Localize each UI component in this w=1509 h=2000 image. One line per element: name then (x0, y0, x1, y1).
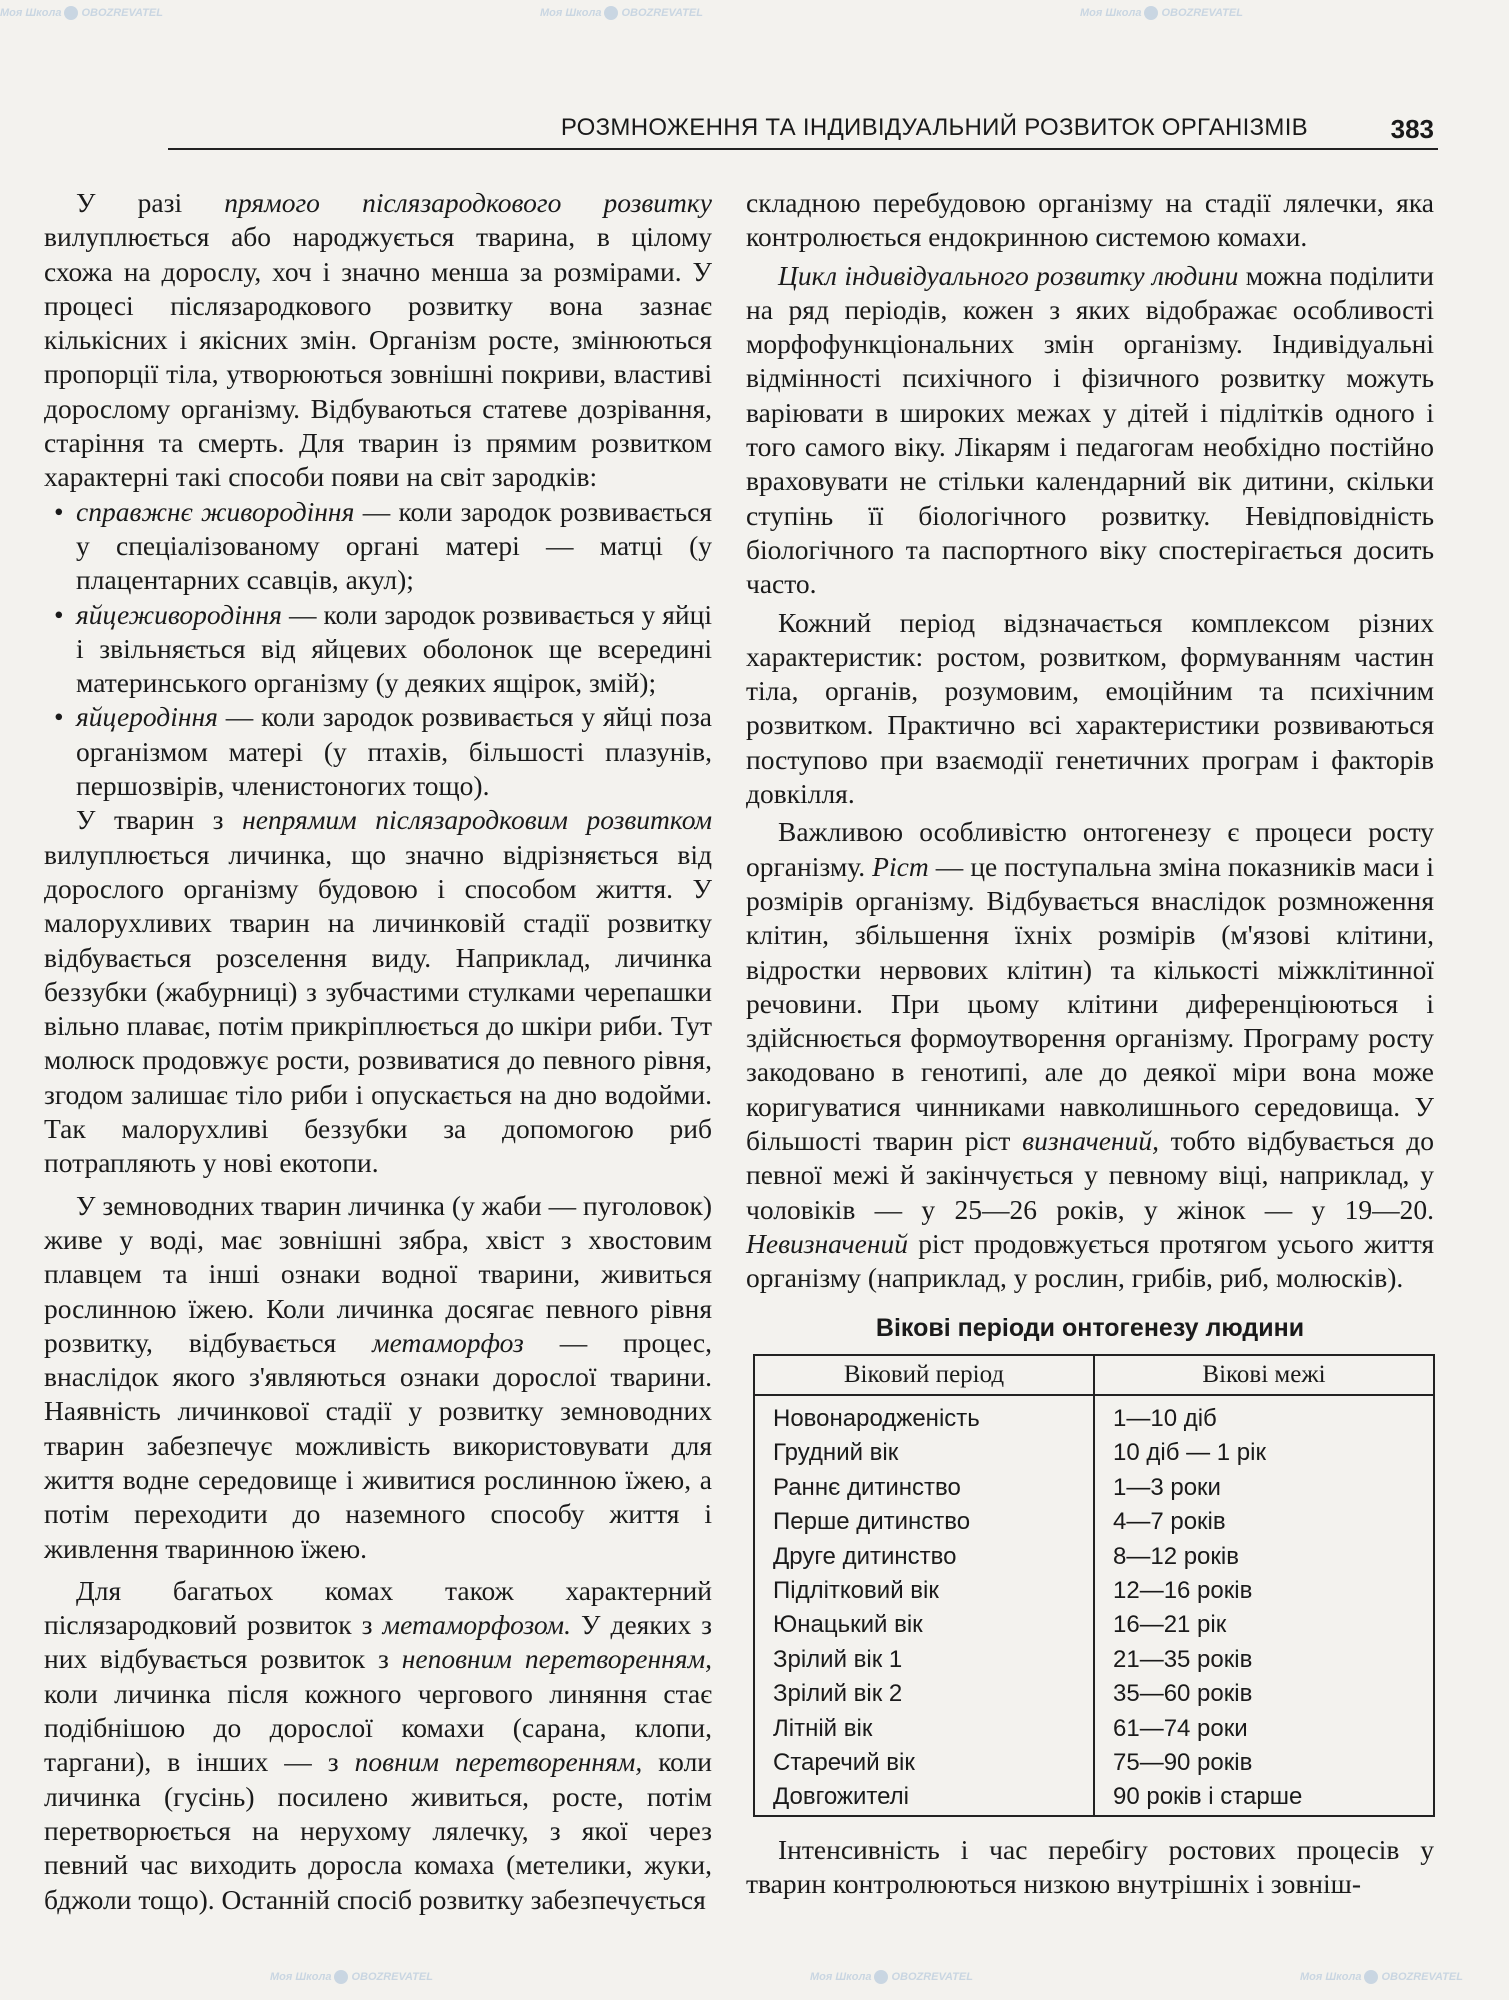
column-header: Віковий період (754, 1355, 1094, 1395)
watermark: Моя Школа OBOZREVATEL (1300, 1970, 1463, 1983)
paragraph-amphibians: У земноводних тварин личинка (у жаби — пуголовок) живе у воді, має зовнішні зябра, хвіст з хвостовим плавцем та інші ознаки водної тварини, живиться рослинною їжею. Коли личинка досягає певного рівня розвитку, відбувається метаморфоз — процес, внаслідок якого з'являються ознаки дорослої тварини. Наявність личинкової стадії у розвитку земноводних тварин забезпечує можливість використовувати для життя водне середовище і живитися рослинною їжею, а потім переходити до наземного способу життя і живлення тваринною їжею. (44, 1189, 712, 1564)
paragraph-direct-development: У разі прямого післязародкового розвитку вилуплюється або народжується тварина, в цілому схожа на дорослу, хоч і значно менша за розмірами. У процесі післязародкового розвитку вона зазнає кількісних і якісних змін. Організм росте, змінюються пропорції тіла, утворюються зовнішні покриви, властиві дорослому організму. Відбуваються статеве дозрівання, старіння та смерть. Для тварин із прямим розвитком характерні такі способи появи на світ зародків: (44, 187, 712, 493)
paragraph-growth-control: Інтенсивність і час перебігу ростових процесів у тварин контролюються низкою внутрішніх і зовніш- (746, 1833, 1434, 1900)
left-column (44, 186, 712, 1917)
list-item: • яйцеживородіння — коли зародок розвивається у яйці і звільняється від яйцевих оболонок ще всередині материнського організму (у деяких ящірок, змій); (44, 598, 712, 701)
birth-types-list (44, 495, 712, 804)
list-item: • справжнє живородіння — коли зародок розвивається у спеціалізованому органі матері — матці (у плацентарних ссавців, акул); (44, 495, 712, 598)
watermark: Моя Школа OBOZREVATEL (540, 6, 703, 19)
list-item: • яйцеродіння — коли зародок розвивається у яйці поза організмом матері (у птахів, більшості плазунів, першозвірів, членистоногих тощо). (44, 700, 712, 803)
paragraph-growth: Важливою особливістю онтогенезу є процеси росту організму. Ріст — це поступальна зміна показників маси і розмірів організму. Відбувається внаслідок розмноження клітин, збільшення їхніх розмірів (м'язові клітини, відростки нервових клітин) та кількості міжклітинної речовини. При цьому клітини диференціюються і здійснюється формоутворення організму. Програму росту закодовано в генотипі, але до деякої міри вона може коригуватися чинниками навколишнього середовища. У більшості тварин ріст визначений, тобто відбувається до певної межі й закінчується у певному віці, наприклад, у чоловіків — у 25—26 років, у жінок — у 19—20. Невизначений ріст продовжується протягом усього життя організму (наприклад, у рослин, грибів, риб, молюсків). (746, 816, 1435, 1294)
watermark: Моя Школа OBOZREVATEL (0, 6, 163, 19)
table-row: Літній вік 61—74 роки (754, 1712, 1434, 1746)
table-row: Зрілий вік 1 21—35 років (754, 1643, 1434, 1677)
table-row: Перше дитинство 4—7 років (754, 1505, 1434, 1539)
watermark-logo-icon (1144, 6, 1158, 20)
table-row: Друге дитинство 8—12 років (754, 1540, 1434, 1574)
table-row: Підлітковий вік 12—16 років (754, 1574, 1434, 1608)
watermark: Моя Школа OBOZREVATEL (810, 1970, 973, 1983)
paragraph-insects: Для багатьох комах також характерний післязародковий розвиток з метаморфозом. У деяких з них відбувається розвиток з неповним перетворенням, коли личинка після кожного чергового линяння стає подібнішою до дорослої комахи (сарана, клопи, таргани), в інших — з повним перетворенням, коли личинка (гусінь) посилено живиться, росте, потім перетворюється на нерухому лялечку, з якої через певний час виходить доросла комаха (метелики, жуки, бджоли тощо). Останній спосіб розвитку забезпечується (44, 1574, 713, 1915)
watermark-logo-icon (334, 1970, 348, 1984)
table-row: Старечий вік 75—90 років (754, 1746, 1434, 1780)
age-periods-table (753, 1354, 1435, 1817)
watermark-logo-icon (64, 6, 78, 20)
paragraph-continuation: складною перебудовою організму на стадії лялечки, яка контролюється ендокринною системою комахи. (746, 187, 1434, 253)
table-row: Довгожителі 90 років і старше (754, 1780, 1434, 1815)
paragraph-indirect-development: У тварин з непрямим післязародковим розвитком вилуплюється личинка, що значно відрізняється від дорослого організму будовою і способом життя. У малорухливих тварин на личинковій стадії розвитку відбувається розселення виду. Наприклад, личинка беззубки (жабурниці) з зубчастими стулками черепашки вільно плаває, потім прикріплюється до шкіри риби. Тут молюск продовжує рости, розвиватися до певного рівня, згодом залишає тіло риби і опускається на дно водойми. Так малорухливі беззубки за допомогою риб потрапляють у нові екотопи. (44, 804, 712, 1179)
right-column (746, 186, 1434, 1901)
watermark-logo-icon (1364, 1970, 1378, 1984)
running-header (168, 106, 1438, 150)
table-row: Раннє дитинство 1—3 роки (754, 1471, 1434, 1505)
table-row: Зрілий вік 2 35—60 років (754, 1677, 1434, 1711)
paragraph-human-cycle: Цикл індивідуального розвитку людини можна поділити на ряд періодів, кожен з яких відображає особливості морфофункціональних змін організму. Індивідуальні відмінності психічного і фізичного розвитку можуть варіювати в широких межах у дітей і підлітків одного і того самого віку. Лікарям і педагогам необхідно постійно враховувати не стільки календарний вік дитини, скільки ступінь її біологічного розвитку. Невідповідність біологічного та паспортного віку спостерігається досить часто. (746, 259, 1434, 600)
watermark: Моя Школа OBOZREVATEL (270, 1970, 433, 1983)
table-row: Юнацький вік 16—21 рік (754, 1608, 1434, 1642)
watermark-logo-icon (874, 1970, 888, 1984)
chapter-title: РОЗМНОЖЕННЯ ТА ІНДИВІДУАЛЬНИЙ РОЗВИТОК ОРГАНІЗМІВ (560, 114, 1308, 141)
table-header-row (754, 1355, 1434, 1395)
table-title: Вікові періоди онтогенезу людини (875, 1313, 1305, 1342)
paragraph-periods: Кожний період відзначається комплексом різних характеристик: ростом, розвитком, формуванням частин тіла, органів, розумовим, емоційним та психічним розвитком. Практично всі характеристики розвиваються поступово при взаємодії генетичних програм і факторів довкілля. (746, 606, 1434, 810)
table-row: Новонародженість 1—10 діб (754, 1395, 1434, 1436)
watermark-logo-icon (604, 6, 618, 20)
table-row: Грудний вік 10 діб — 1 рік (754, 1436, 1434, 1470)
column-header: Вікові межі (1094, 1355, 1434, 1395)
watermark: Моя Школа OBOZREVATEL (1080, 6, 1243, 19)
page-number: 383 (1390, 114, 1434, 144)
